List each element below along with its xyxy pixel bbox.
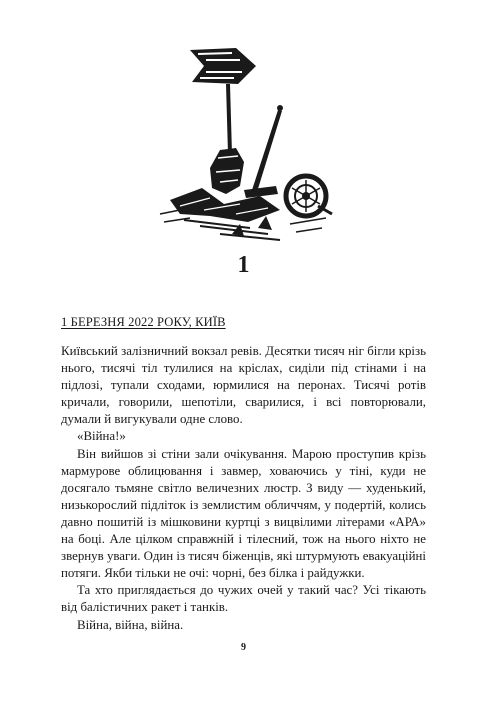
chapter-dateline: 1 БЕРЕЗНЯ 2022 РОКУ, КИЇВ — [61, 315, 226, 329]
page-number: 9 — [241, 642, 246, 653]
paragraph: Він вийшов зі стіни зали очікування. Марою проступив крізь мармурове облицювання і завмер, ховаючись у тіні, куди не досягало тьмяне світло величезних люстр. З виду — худенький, низькорослий підліток із землистим обличчям, у подертій, колись давно пошитій із мішковини куртці з вицвілими літерами «АРА» на боці. Але цілком справжній і тілесний, тож на нього ніхто не звернув уваги. Один із тисяч біженців, які штурмують евакуаційні потяги. Якби тільки не очі: чорні, без білка і райдужки. — [61, 446, 426, 581]
paragraph: «Війна!» — [77, 429, 126, 444]
signpost-rubble-illustration — [140, 38, 350, 248]
paragraph: Та хто приглядається до чужих очей у такий час? Усі тікають від балістичних ракет і танків. — [61, 583, 426, 615]
paragraph: Київський залізничний вокзал ревів. Десятки тисяч ніг бігли крізь нього, тисячі тіл тулилися на кріслах, сиділи під стінами і на підлозі, тупали сходами, юрмилися на перонах. Тисячі ротів кричали, говорили, шепотіли, сварилися, і всі повторювали, думали й вигукували одне слово. — [61, 344, 426, 427]
wheel — [286, 176, 332, 216]
signpost-pole — [226, 84, 232, 154]
paragraph: Війна, війна, війна. — [77, 617, 184, 632]
tilted-rod — [252, 110, 282, 192]
plank — [244, 186, 278, 198]
body-text — [61, 343, 426, 634]
chapter-number: 1 — [237, 252, 250, 278]
